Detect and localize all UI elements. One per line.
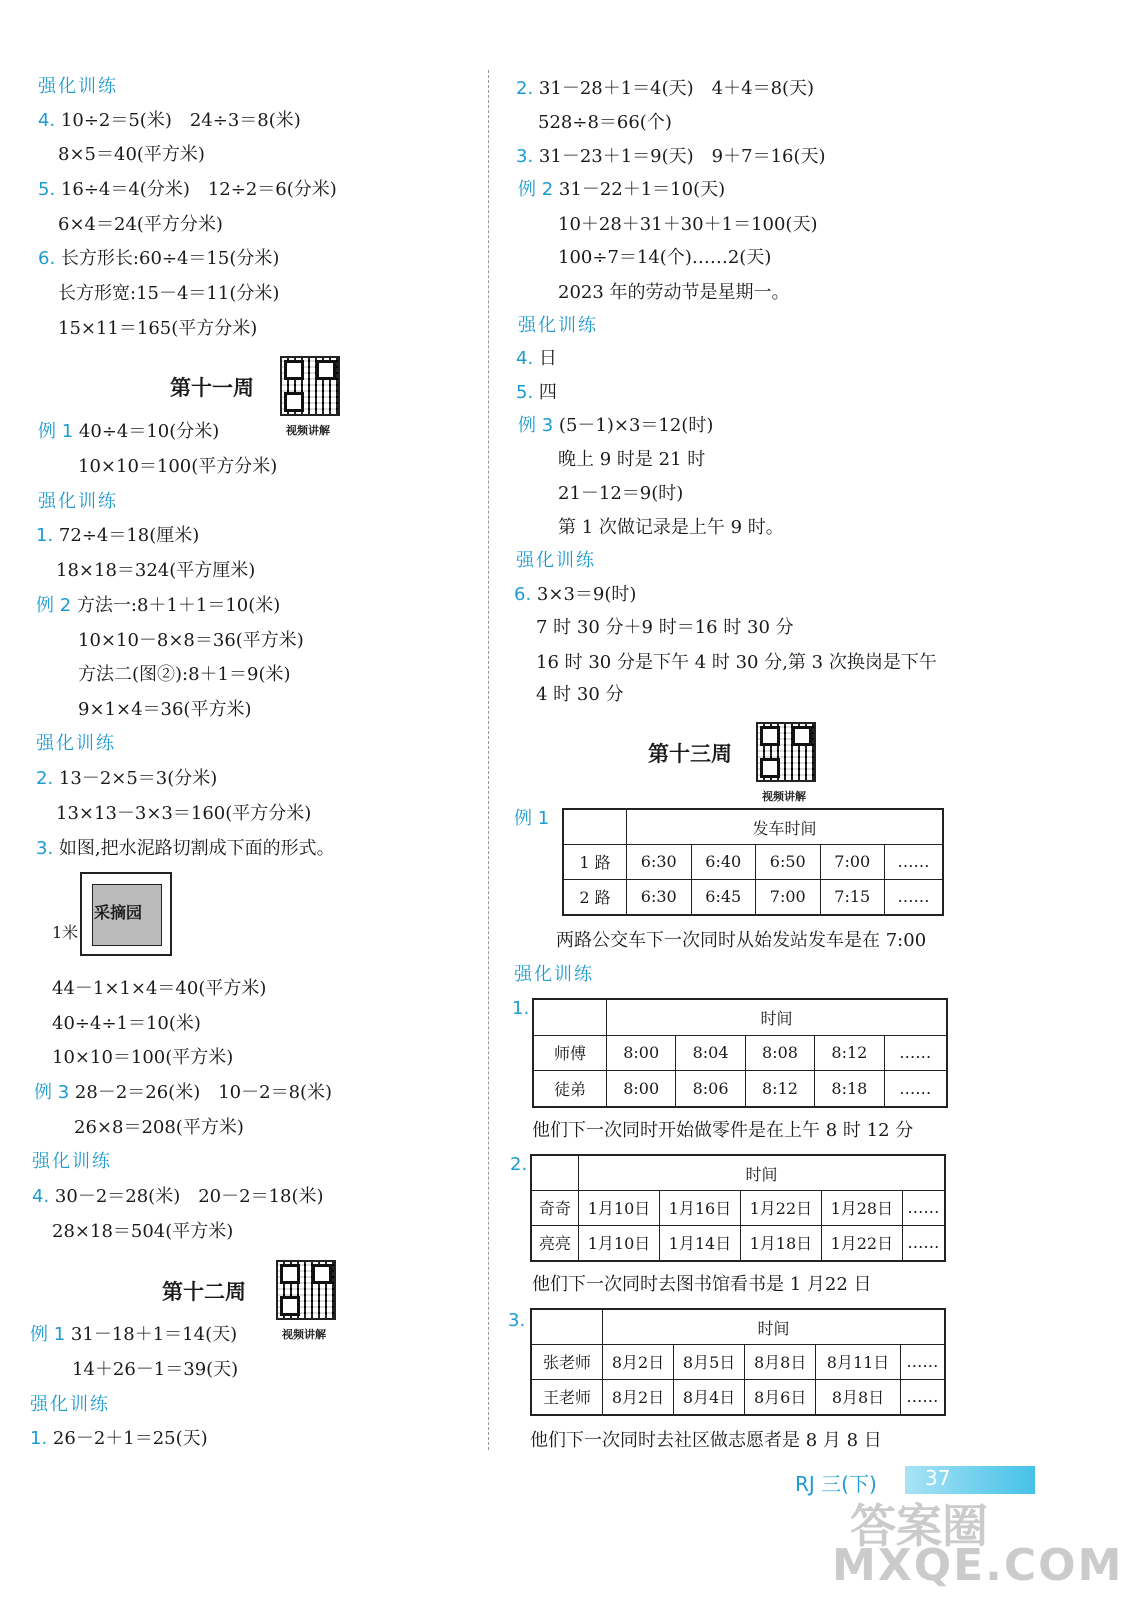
equation-text: (5－1)×3＝12(时): [558, 415, 714, 436]
right-line: [516, 144, 826, 170]
right-line: [558, 481, 683, 507]
left-line: [32, 1149, 112, 1175]
time-cell: 8:12: [815, 1035, 884, 1071]
right-line: [514, 582, 636, 608]
left-line: [30, 1392, 110, 1418]
row-name-cell: 师傅: [533, 1035, 607, 1071]
row-name-cell: 王老师: [531, 1379, 603, 1415]
time-cell: 8月2日: [603, 1379, 674, 1415]
time-cell: 6:30: [627, 879, 692, 915]
left-line: [38, 419, 219, 445]
bus-schedule-table: [562, 808, 944, 916]
equation-text: 10×10＝100(平方米): [52, 1047, 234, 1068]
left-line: [58, 142, 205, 168]
equation-text: 6×4＝24(平方分米): [58, 214, 223, 235]
equation-text: 21－12＝9(时): [558, 483, 684, 504]
row-name-cell: 2 路: [563, 879, 627, 915]
equation-text: 13－2×5＝3(分米): [58, 768, 218, 789]
equation-text: 如图,把水泥路切割成下面的形式。: [58, 838, 335, 859]
left-line: [74, 1115, 244, 1141]
equation-text: 31－23＋1＝9(天) 9＋7＝16(天): [538, 146, 826, 167]
table-corner-cell: [531, 1309, 603, 1345]
right-line: [516, 346, 557, 372]
item-label: 3.: [516, 146, 534, 167]
table-header-cell: 时间: [603, 1309, 946, 1345]
table-row: [531, 1379, 945, 1415]
time-cell: ……: [884, 1071, 947, 1107]
left-line: [58, 212, 223, 238]
left-line: [36, 766, 217, 792]
time-cell: 8月6日: [745, 1379, 816, 1415]
right-line: [558, 280, 790, 306]
time-cell: 8:18: [815, 1071, 884, 1107]
time-cell: 8月11日: [816, 1345, 901, 1380]
week-12-heading: 第十二周: [162, 1280, 246, 1304]
equation-text: 72÷4＝18(厘米): [58, 525, 200, 546]
left-line: [36, 593, 280, 619]
time-cell: 1月18日: [740, 1225, 821, 1261]
right-line: [516, 380, 557, 406]
equation-text: 四: [538, 382, 557, 403]
time-cell: 8月2日: [603, 1345, 674, 1380]
q1-label: 1.: [512, 998, 530, 1019]
time-cell: 8:06: [676, 1071, 745, 1107]
left-line: [56, 801, 311, 827]
left-line: [38, 108, 301, 134]
right-line: [558, 245, 771, 271]
time-cell: 7:00: [820, 845, 885, 880]
left-line: [52, 976, 266, 1002]
time-cell: 1月22日: [821, 1225, 902, 1261]
equation-text: 28－2＝26(米) 10－2＝8(米): [74, 1082, 333, 1103]
example-1-label: 例 1: [514, 808, 550, 829]
equation-text: 3×3＝9(时): [536, 584, 637, 605]
column-divider: [488, 70, 489, 1450]
left-line: [78, 697, 251, 723]
watermark-logo: 答案圈: [850, 1499, 988, 1553]
week-11-heading: 第十一周: [170, 376, 254, 400]
equation-text: 长方形长:60÷4＝15(分米): [60, 248, 280, 269]
time-cell: 8月8日: [816, 1379, 901, 1415]
equation-text: 2023 年的劳动节是星期一。: [558, 282, 790, 303]
item-label: 例 3: [518, 415, 554, 436]
table2-answer: 他们下一次同时开始做零件是在上午 8 时 12 分: [532, 1120, 914, 1141]
right-line: [558, 447, 705, 473]
table3-answer: 他们下一次同时去图书馆看书是 1 月22 日: [532, 1274, 872, 1295]
time-cell: 7:00: [756, 879, 821, 915]
equation-text: 16÷4＝4(分米) 12÷2＝6(分米): [60, 179, 337, 200]
table1-answer: 两路公交车下一次同时从始发站发车是在 7:00: [556, 930, 927, 951]
right-line: [518, 177, 725, 203]
qr-code-icon[interactable]: [280, 356, 340, 416]
equation-text: 10×10－8×8＝36(平方米): [78, 630, 304, 651]
left-line: [58, 316, 257, 342]
time-cell: 8:12: [745, 1071, 814, 1107]
left-line: [58, 281, 279, 307]
left-line: [38, 74, 118, 100]
time-cell: ……: [900, 1379, 945, 1415]
time-cell: 7:15: [820, 879, 885, 915]
equation-text: 40÷4＝10(分米): [78, 421, 220, 442]
time-cell: 1月28日: [821, 1191, 902, 1226]
right-line: [518, 413, 713, 439]
equation-text: 10÷2＝5(米) 24÷3＝8(米): [60, 110, 301, 131]
left-line: [56, 558, 255, 584]
page-number: 37: [925, 1466, 951, 1490]
table-row: [531, 1345, 945, 1380]
qr-caption: 视频讲解: [762, 790, 806, 803]
table-row: [531, 1225, 945, 1261]
right-line: [538, 110, 672, 136]
table-header-cell: 发车时间: [627, 809, 944, 845]
time-cell: 8月4日: [674, 1379, 745, 1415]
right-line: [516, 548, 596, 574]
footer-grade-label: RJ 三(下): [795, 1472, 877, 1496]
qr-code-icon[interactable]: [276, 1260, 336, 1320]
table-corner-cell: [533, 999, 607, 1035]
garden-label: 采摘园: [94, 903, 143, 922]
time-cell: 8:00: [607, 1071, 676, 1107]
section-heading: 强化训练: [38, 76, 118, 97]
time-cell: 1月10日: [579, 1225, 660, 1261]
equation-text: 晚上 9 时是 21 时: [558, 449, 706, 470]
time-cell: 1月22日: [740, 1191, 821, 1226]
time-cell: 1月14日: [659, 1225, 740, 1261]
section-heading: 强化训练: [36, 733, 116, 754]
time-cell: ……: [902, 1225, 945, 1261]
equation-text: 31－18＋1＝14(天): [70, 1324, 238, 1345]
time-cell: ……: [885, 845, 944, 880]
parts-schedule-table: [532, 998, 948, 1108]
section-heading: 强化训练: [38, 491, 118, 512]
equation-text: 4 时 30 分: [536, 684, 624, 705]
volunteer-schedule-table: [530, 1308, 946, 1416]
row-name-cell: 1 路: [563, 845, 627, 880]
time-cell: ……: [885, 879, 944, 915]
left-line: [36, 523, 199, 549]
time-cell: ……: [884, 1035, 947, 1071]
item-label: 1.: [36, 525, 54, 546]
equation-text: 28×18＝504(平方米): [52, 1221, 234, 1242]
left-line: [38, 489, 118, 515]
item-label: 2.: [36, 768, 54, 789]
table4-answer: 他们下一次同时去社区做志愿者是 8 月 8 日: [530, 1430, 882, 1451]
equation-text: 10×10＝100(平方分米): [78, 456, 278, 477]
equation-text: 26×8＝208(平方米): [74, 1117, 244, 1138]
item-label: 4.: [516, 348, 534, 369]
left-line: [78, 662, 291, 688]
equation-text: 30－2＝28(米) 20－2＝18(米): [54, 1186, 324, 1207]
library-schedule-table: [530, 1154, 946, 1262]
time-cell: ……: [900, 1345, 945, 1380]
left-line: [52, 1045, 233, 1071]
garden-figure: [80, 872, 172, 956]
left-line: [72, 1357, 238, 1383]
section-heading: 强化训练: [30, 1394, 110, 1415]
table-corner-cell: [531, 1155, 579, 1191]
table-row: [563, 879, 943, 915]
right-line: [536, 615, 794, 641]
left-line: [36, 731, 116, 757]
item-label: 4.: [38, 110, 56, 131]
equation-text: 第 1 次做记录是上午 9 时。: [558, 517, 784, 538]
left-line: [52, 1219, 233, 1245]
item-label: 6.: [38, 248, 56, 269]
item-label: 6.: [514, 584, 532, 605]
time-cell: 8:04: [676, 1035, 745, 1071]
item-label: 1.: [30, 1428, 48, 1449]
item-label: 例 2: [36, 595, 72, 616]
time-cell: 8:00: [607, 1035, 676, 1071]
table-header-cell: 时间: [607, 999, 948, 1035]
equation-text: 100÷7＝14(个)……2(天): [558, 247, 772, 268]
left-line: [36, 836, 335, 862]
equation-text: 40÷4÷1＝10(米): [52, 1013, 201, 1034]
right-line: [518, 313, 598, 339]
right-line: [536, 682, 624, 708]
time-cell: 6:30: [627, 845, 692, 880]
q3-label: 3.: [508, 1310, 526, 1331]
equation-text: 日: [538, 348, 557, 369]
equation-text: 方法二(图②):8＋1＝9(米): [78, 664, 291, 685]
time-cell: 1月10日: [579, 1191, 660, 1226]
table-row: [563, 845, 943, 880]
row-name-cell: 奇奇: [531, 1191, 579, 1226]
row-name-cell: 徒弟: [533, 1071, 607, 1107]
q2-label: 2.: [510, 1154, 528, 1175]
table-row: [531, 1191, 945, 1226]
qr-caption: 视频讲解: [286, 424, 330, 437]
qr-code-icon[interactable]: [756, 722, 816, 782]
equation-text: 18×18＝324(平方厘米): [56, 560, 256, 581]
section-heading: 强化训练: [32, 1151, 112, 1172]
section-heading: 强化训练: [516, 550, 596, 571]
time-cell: ……: [902, 1191, 945, 1226]
left-line: [52, 1011, 201, 1037]
equation-text: 16 时 30 分是下午 4 时 30 分,第 3 次换岗是下午: [536, 652, 937, 673]
right-line: [536, 650, 937, 676]
item-label: 5.: [516, 382, 534, 403]
time-cell: 6:45: [691, 879, 756, 915]
table-corner-cell: [563, 809, 627, 845]
equation-text: 528÷8＝66(个): [538, 112, 672, 133]
left-line: [34, 1080, 332, 1106]
time-cell: 8月5日: [674, 1345, 745, 1380]
equation-text: 31－28＋1＝4(天) 4＋4＝8(天): [538, 78, 815, 99]
right-line: [558, 515, 784, 541]
left-line: [38, 246, 279, 272]
item-label: 3.: [36, 838, 54, 859]
equation-text: 方法一:8＋1＋1＝10(米): [76, 595, 281, 616]
week-13-heading: 第十三周: [648, 742, 732, 766]
equation-text: 44－1×1×4＝40(平方米): [52, 978, 267, 999]
equation-text: 长方形宽:15－4＝11(分米): [58, 283, 280, 304]
item-label: 4.: [32, 1186, 50, 1207]
left-line: [38, 177, 337, 203]
table-row: [533, 1035, 947, 1071]
right-line: [558, 212, 817, 238]
item-label: 例 1: [38, 421, 74, 442]
equation-text: 26－2＋1＝25(天): [52, 1428, 208, 1449]
left-line: [30, 1426, 208, 1452]
training-heading: 强化训练: [514, 964, 594, 985]
section-heading: 强化训练: [518, 315, 598, 336]
equation-text: 9×1×4＝36(平方米): [78, 699, 252, 720]
time-cell: 6:40: [691, 845, 756, 880]
left-line: [30, 1322, 237, 1348]
time-cell: 8月8日: [745, 1345, 816, 1380]
left-line: [78, 454, 277, 480]
left-line: [32, 1184, 324, 1210]
equation-text: 13×13－3×3＝160(平方分米): [56, 803, 312, 824]
left-line: [78, 628, 304, 654]
equation-text: 15×11＝165(平方分米): [58, 318, 258, 339]
figure-dimension: 1米: [52, 923, 79, 942]
time-cell: 1月16日: [659, 1191, 740, 1226]
equation-text: 7 时 30 分＋9 时＝16 时 30 分: [536, 617, 794, 638]
time-cell: 8:08: [745, 1035, 814, 1071]
table-row: [533, 1071, 947, 1107]
item-label: 例 1: [30, 1324, 66, 1345]
item-label: 2.: [516, 78, 534, 99]
equation-text: 31－22＋1＝10(天): [558, 179, 726, 200]
row-name-cell: 张老师: [531, 1345, 603, 1380]
equation-text: 8×5＝40(平方米): [58, 144, 205, 165]
row-name-cell: 亮亮: [531, 1225, 579, 1261]
right-line: [516, 76, 814, 102]
equation-text: 14＋26－1＝39(天): [72, 1359, 239, 1380]
equation-text: 10＋28＋31＋30＋1＝100(天): [558, 214, 818, 235]
table-header-cell: 时间: [579, 1155, 946, 1191]
item-label: 5.: [38, 179, 56, 200]
qr-caption: 视频讲解: [282, 1328, 326, 1341]
time-cell: 6:50: [756, 845, 821, 880]
watermark-url: MXQE.COM: [832, 1540, 1123, 1591]
item-label: 例 2: [518, 179, 554, 200]
item-label: 例 3: [34, 1082, 70, 1103]
